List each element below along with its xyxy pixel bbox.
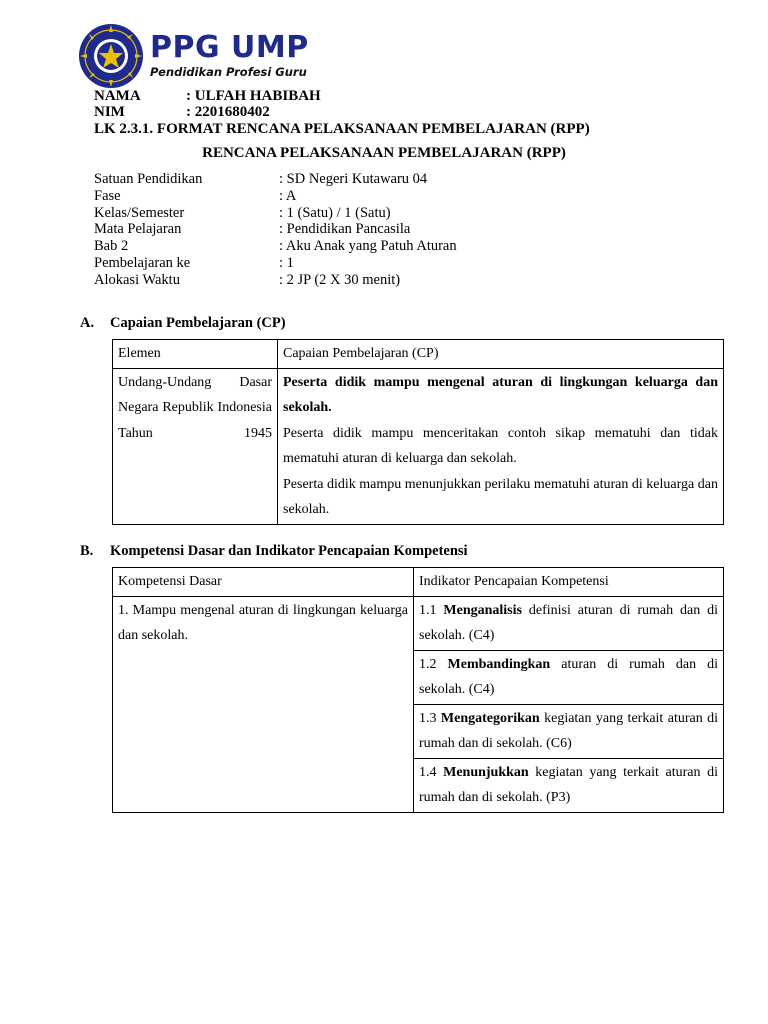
table-header-row <box>113 568 724 597</box>
cp-cell <box>278 368 724 524</box>
info-block <box>94 171 457 289</box>
indicator-verb: Mengategorikan <box>440 710 540 726</box>
indicator-number: 1.4 <box>419 764 444 780</box>
section-a-number: A. <box>80 315 95 331</box>
info-value: : 1 <box>279 254 294 271</box>
section-a-title: Capaian Pembelajaran (CP) <box>110 315 286 331</box>
nim-label: NIM <box>94 104 125 120</box>
table-header-row <box>113 340 724 369</box>
info-key: Mata Pelajaran <box>94 221 182 238</box>
indicator-number: 1.1 <box>419 602 444 618</box>
header-cell-cp: Capaian Pembelajaran (CP) <box>278 340 724 369</box>
kd-table <box>112 567 724 813</box>
info-key: Satuan Pendidikan <box>94 171 203 187</box>
header-cell-indicator: Indikator Pencapaian Kompetensi <box>414 568 724 597</box>
brand-subtitle: Pendidikan Profesi Guru <box>150 65 307 79</box>
indicator-number: 1.2 <box>419 656 448 672</box>
info-value: : A <box>279 187 297 204</box>
info-value: : SD Negeri Kutawaru 04 <box>279 171 428 187</box>
section-b-heading <box>80 543 468 560</box>
info-row <box>94 255 457 272</box>
indicator-text: kegiatan yang terkait aturan di rumah dan di sekolah. (P3) <box>419 764 718 805</box>
indicator-verb: Menganalisis <box>443 602 522 618</box>
info-key: Pembelajaran ke <box>94 254 191 271</box>
indicator-verb: Membandingkan <box>447 656 551 672</box>
section-b-title: Kompetensi Dasar dan Indikator Pencapaian Kompetensi <box>110 543 468 559</box>
header-cell-elemen: Elemen <box>113 340 278 369</box>
header <box>78 22 309 90</box>
info-row <box>94 205 457 222</box>
info-row <box>94 272 457 289</box>
info-row <box>94 188 457 205</box>
info-value: : Pendidikan Pancasila <box>279 221 411 238</box>
info-row <box>94 221 457 238</box>
nim-value: : 2201680402 <box>186 104 270 120</box>
info-value: : Aku Anak yang Patuh Aturan <box>279 238 457 255</box>
name-label: NAMA <box>94 88 141 104</box>
indicator-text: definisi aturan di rumah dan di sekolah. (C4) <box>419 602 719 643</box>
indicator-cell <box>414 596 724 650</box>
indicator-number: 1.3 <box>419 710 441 726</box>
cp-statement-bold: Peserta didik mampu mengenal aturan di lingkungan keluarga dan sekolah. <box>283 374 718 415</box>
info-value: : 1 (Satu) / 1 (Satu) <box>279 204 391 221</box>
cp-statement: Peserta didik mampu menceritakan contoh sikap mematuhi dan tidak mematuhi aturan di keluarga dan sekolah. <box>283 425 718 466</box>
info-key: Alokasi Waktu <box>94 271 180 288</box>
cp-table <box>112 339 724 525</box>
lk-title: LK 2.3.1. FORMAT RENCANA PELAKSANAAN PEMBELAJARAN (RPP) <box>94 121 590 137</box>
indicator-cell <box>414 650 724 704</box>
ump-logo-icon <box>78 23 144 89</box>
info-value: : 2 JP (2 X 30 menit) <box>279 271 401 288</box>
header-cell-kd: Kompetensi Dasar <box>113 568 414 597</box>
indicator-text: kegiatan yang terkait aturan di rumah dan di sekolah. (C6) <box>419 710 719 751</box>
info-key: Kelas/Semester <box>94 204 185 221</box>
info-row <box>94 238 457 255</box>
table-row <box>113 596 724 650</box>
info-key: Fase <box>94 187 121 204</box>
document-title: RENCANA PELAKSANAAN PEMBELAJARAN (RPP) <box>202 145 566 161</box>
name-line <box>94 88 321 105</box>
indicator-text: aturan di rumah dan di sekolah. (C4) <box>419 656 718 697</box>
brand-title: PPG UMP <box>150 30 309 65</box>
indicator-cell <box>414 758 724 812</box>
table-row <box>113 368 724 524</box>
indicator-cell <box>414 704 724 758</box>
nim-line <box>94 104 270 121</box>
name-value: : ULFAH HABIBAH <box>186 88 321 104</box>
kd-cell: 1. Mampu mengenal aturan di lingkungan keluarga dan sekolah. <box>113 596 414 812</box>
info-key: Bab 2 <box>94 238 129 255</box>
info-row <box>94 171 457 188</box>
indicator-verb: Menunjukkan <box>443 764 529 780</box>
section-b-number: B. <box>80 543 94 559</box>
section-a-heading <box>80 315 286 332</box>
cp-statement: Peserta didik mampu menunjukkan perilaku mematuhi aturan di keluarga dan sekolah. <box>283 476 718 517</box>
element-cell: Undang-Undang Dasar Negara Republik Indonesia Tahun 1945 <box>113 368 278 524</box>
